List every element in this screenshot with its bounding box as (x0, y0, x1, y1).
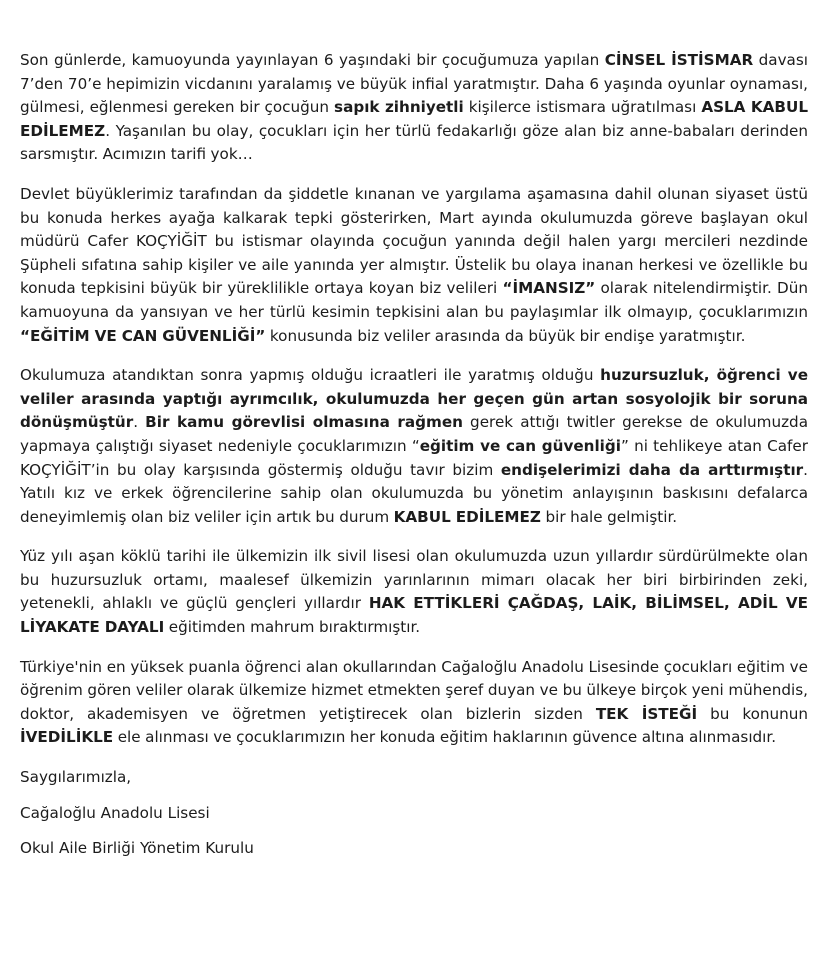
emphasized-text: KABUL EDİLEMEZ (393, 507, 541, 526)
body-text: ” ni tehlikeye atan Cafer KOÇYİĞİT’in bu olay karşısında göstermiş olduğu tavır bizim (20, 436, 808, 479)
body-text: Okulumuza atandıktan sonra yapmış olduğu icraatleri ile yaratmış olduğu (20, 366, 601, 385)
body-text: . Yaşanılan bu olay, çocukları için her türlü fedakarlığı göze alan biz anne-babaları derinden sarsmıştır. Acımızın tarifi yok… (20, 121, 808, 164)
emphasized-text: ASLA KABUL EDİLEMEZ (20, 98, 808, 140)
body-text: eğitimden mahrum bıraktırmıştır. (164, 618, 421, 637)
body-text: kişilerce istismara uğratılması (463, 98, 702, 117)
body-text: konusunda biz veliler arasında da büyük bir endişe yaratmıştır. (265, 326, 746, 345)
paragraph-1 (20, 49, 808, 167)
emphasized-text: CİNSEL İSTİSMAR (604, 51, 754, 69)
body-text: davası 7’den 70’e hepimizin vicdanını yaralamış ve büyük infial yaratmıştır. Daha 6 yaşında oyunlar oynaması, gülmesi, eğlenmesi gereken bir çocuğun (20, 51, 808, 117)
closing-salutation: Saygılarımızla, (20, 768, 132, 787)
emphasized-text: endişelerimizi daha da arttırmıştır (500, 460, 804, 479)
body-text: Yüz yılı aşan köklü tarihi ile ülkemizin ilk sivil lisesi olan okulumuzda uzun yıllardır sürdürülmekte olan bu huzursuzluk ortamı, maalesef ülkemizin yarınlarının mimarı olacak her biri birbirinden zeki, yetenekli, ahlaklı ve güçlü gençleri yıllardır (20, 547, 808, 613)
body-text: . Yatılı kız ve erkek öğrencilerine sahip olan okulumuzda bu yönetim anlayışının baskısını defalarca deneyimlemiş olan biz veliler için artık bu durum (20, 460, 808, 526)
emphasized-text: eğitim ve can güvenliği (419, 436, 621, 455)
emphasized-text: “EĞİTİM VE CAN GÜVENLİĞİ” (20, 326, 266, 345)
paragraph-5 (20, 656, 808, 750)
emphasized-text: “İMANSIZ” (502, 279, 596, 298)
emphasized-text: Bir kamu görevlisi olmasına rağmen (145, 413, 463, 432)
closing-school-name: Cağaloğlu Anadolu Lisesi (20, 803, 210, 822)
emphasized-text: TEK İSTEĞİ (595, 704, 698, 723)
body-text: Son günlerde, kamuoyunda yayınlayan 6 yaşındaki bir çocuğumuza yapılan (20, 51, 605, 69)
body-text: olarak nitelendirmiştir. Dün kamuoyuna da yansıyan ve her türlü kesimin tepkisini alan bu paylaşımlar ilk olmayıp, çocuklarımızın (20, 279, 808, 321)
emphasized-text: huzursuzluk, öğrenci ve veliler arasında yaptığı ayrımcılık, okulumuzda her geçen gün artan sosyolojik bir soruna dönüşmüştür (20, 366, 808, 432)
body-text: bir hale gelmiştir. (540, 507, 678, 526)
emphasized-text: HAK ETTİKLERİ ÇAĞDAŞ, LAİK, BİLİMSEL, ADİL VE LİYAKATE DAYALI (20, 594, 808, 637)
paragraph-2 (20, 183, 808, 348)
paragraph-3 (20, 364, 808, 529)
body-text: ele alınması ve çocuklarımızın her konuda eğitim haklarının güvence altına alınmasıdır. (113, 728, 777, 747)
body-text: Devlet büyüklerimiz tarafından da şiddetle kınanan ve yargılama aşamasına dahil olunan siyaset üstü bu konuda herkes ayağa kalkarak tepki gösterirken, Mart ayında okulumuzda göreve başlayan okul müdürü Cafer KOÇYİĞİT bu istismar olayında çocuğun yanında değil halen yargı mercileri nezdinde Şüpheli sıfatına sahip kişiler ve aile yanında yer almıştır. Üstelik bu olaya inanan herkesi ve özellikle bu konuda tepkisini büyük bir yüreklilikle ortaya koyan biz velileri (20, 184, 808, 298)
emphasized-text: İVEDİLİKLE (20, 728, 114, 747)
body-text: gerek attığı twitler gerekse de okulumuzda yapmaya çalıştığı siyaset nedeniyle çocuklarımızın “ (20, 413, 808, 455)
body-text: bu konunun (697, 704, 808, 723)
closing-board-name: Okul Aile Birliği Yönetim Kurulu (20, 839, 254, 858)
body-text: Türkiye'nin en yüksek puanla öğrenci alan okullarından Cağaloğlu Anadolu Lisesinde çocukları eğitim ve öğrenim gören veliler olarak ülkemize hizmet etmekten şeref duyan ve bu ülkeye birçok yeni mühendis, doktor, akademisyen ve öğretmen yetiştirecek olan bizlerin sizden (20, 657, 808, 723)
body-text: . (133, 413, 146, 432)
emphasized-text: sapık zihniyetli (334, 98, 464, 117)
paragraph-4 (20, 545, 808, 639)
